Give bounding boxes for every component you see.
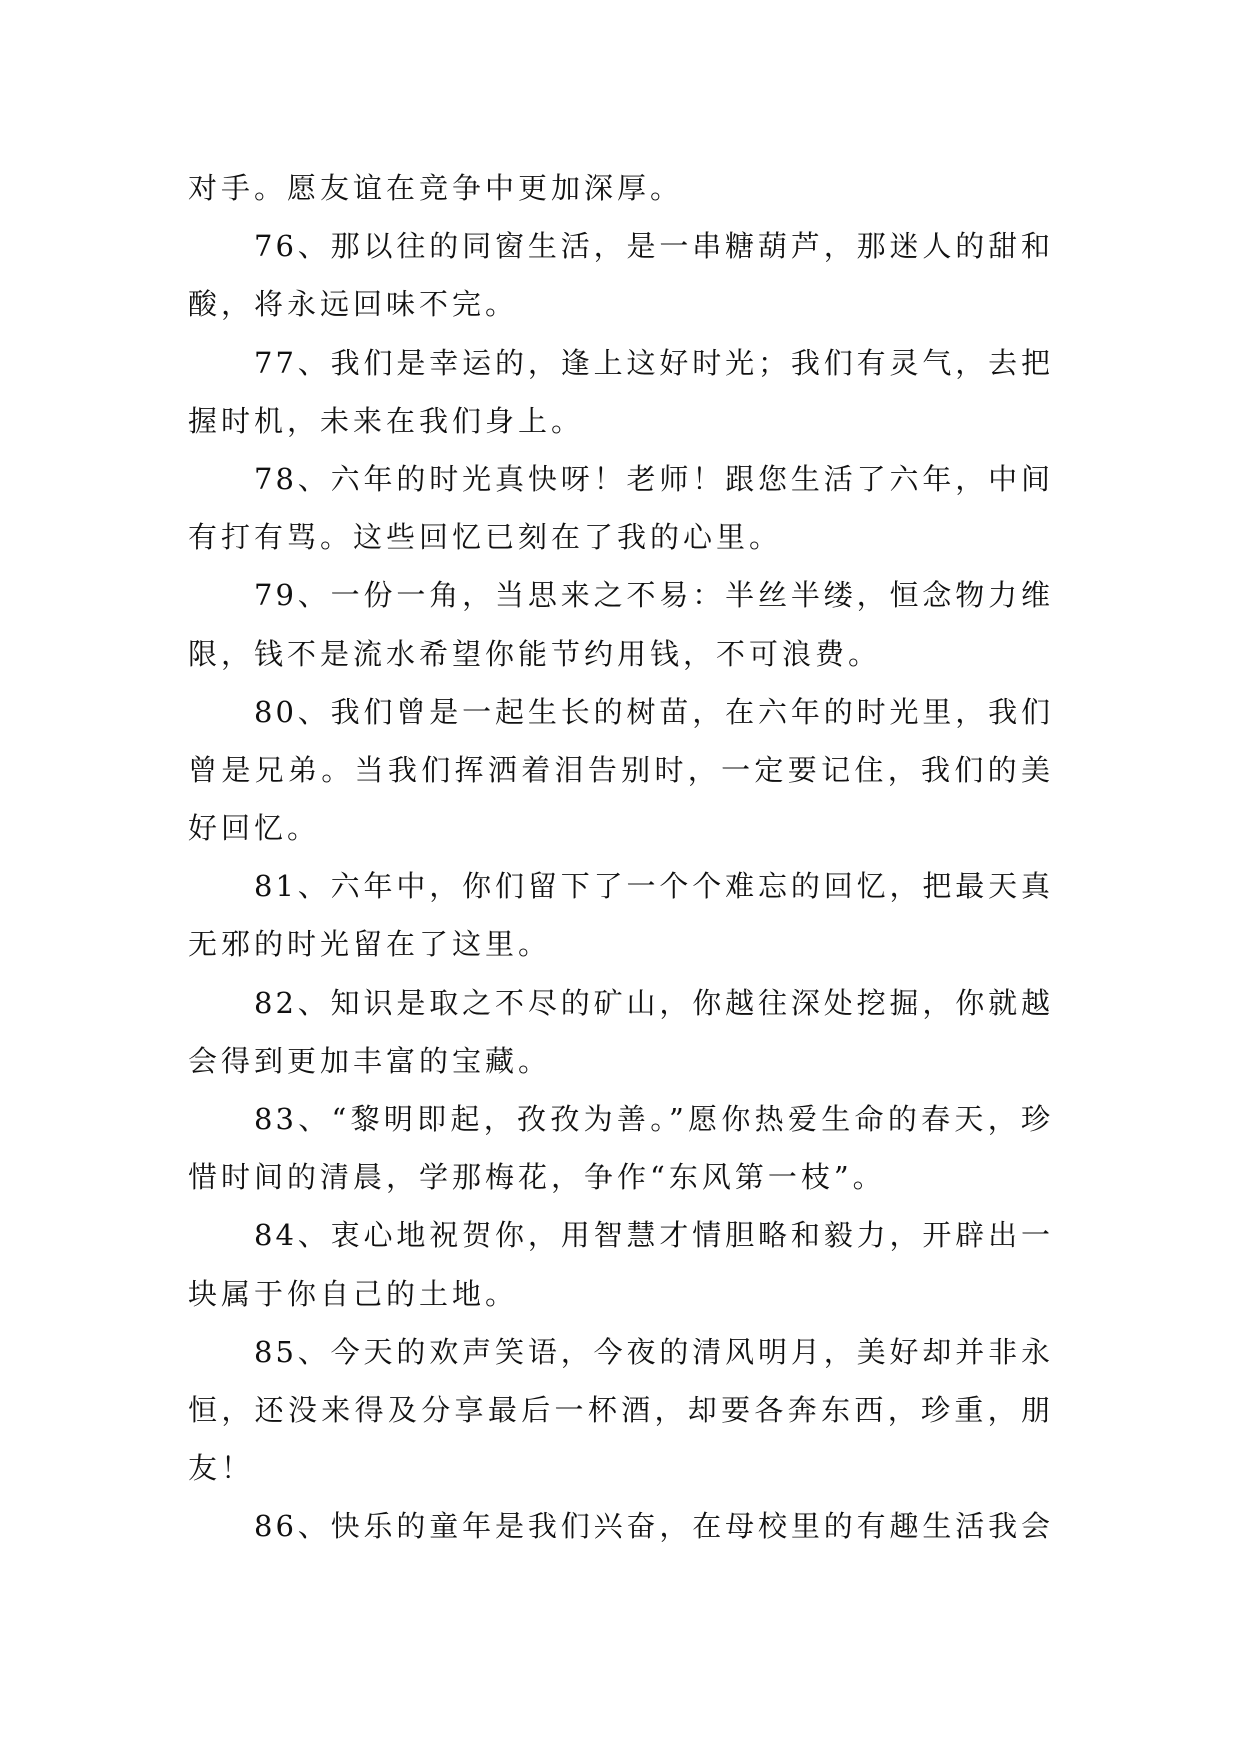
text-line: 恒，还没来得及分享最后一杯酒，却要各奔东西，珍重，朋 (188, 1392, 1053, 1427)
text-line: 酸，将永远回味不完。 (188, 287, 519, 322)
text-line: 会得到更加丰富的宝藏。 (188, 1043, 552, 1078)
text-line: 曾是兄弟。当我们挥洒着泪告别时，一定要记住，我们的美 (188, 752, 1053, 787)
paragraph-82 (188, 974, 1053, 1090)
text-line: 惜时间的清晨，学那梅花，争作“东风第一枝”。 (188, 1160, 886, 1195)
document-body (188, 159, 1053, 1556)
text-line: 82、知识是取之不尽的矿山，你越往深处挖掘，你就越 (254, 985, 1053, 1020)
text-line: 握时机，未来在我们身上。 (188, 403, 585, 438)
paragraph-77 (188, 334, 1053, 450)
text-line: 无邪的时光留在了这里。 (188, 927, 552, 962)
text-line: 78、六年的时光真快呀！老师！跟您生活了六年，中间 (254, 461, 1053, 496)
paragraph-continuation (188, 159, 1053, 217)
text-line: 86、快乐的童年是我们兴奋，在母校里的有趣生活我会 (254, 1509, 1053, 1544)
text-line: 77、我们是幸运的，逢上这好时光；我们有灵气，去把 (254, 345, 1053, 380)
text-line: 友！ (188, 1451, 255, 1486)
text-line: 85、今天的欢声笑语，今夜的清风明月，美好却并非永 (254, 1334, 1053, 1369)
text-line: 对手。愿友谊在竞争中更加深厚。 (188, 171, 684, 205)
text-line: 80、我们曾是一起生长的树苗，在六年的时光里，我们 (254, 694, 1053, 729)
text-line: 83、“黎明即起，孜孜为善。”愿你热爱生命的春天，珍 (254, 1102, 1053, 1136)
text-line: 79、一份一角，当思来之不易：半丝半缕，恒念物力维 (254, 578, 1053, 613)
text-line: 块属于你自己的土地。 (188, 1276, 519, 1311)
text-line: 限，钱不是流水希望你能节约用钱，不可浪费。 (188, 636, 882, 671)
paragraph-78 (188, 450, 1053, 566)
text-line: 76、那以往的同窗生活，是一串糖葫芦，那迷人的甜和 (254, 229, 1053, 264)
paragraph-79 (188, 566, 1053, 682)
text-line: 81、六年中，你们留下了一个个难忘的回忆，把最天真 (254, 869, 1053, 904)
paragraph-83 (188, 1090, 1053, 1206)
text-line: 好回忆。 (188, 811, 321, 846)
text-line: 有打有骂。这些回忆已刻在了我的心里。 (188, 520, 783, 555)
paragraph-80 (188, 683, 1053, 858)
paragraph-85 (188, 1323, 1053, 1498)
paragraph-86 (188, 1497, 1053, 1555)
paragraph-81 (188, 857, 1053, 973)
paragraph-84 (188, 1206, 1053, 1322)
text-line: 84、衷心地祝贺你，用智慧才情胆略和毅力，开辟出一 (254, 1218, 1053, 1253)
paragraph-76 (188, 217, 1053, 333)
